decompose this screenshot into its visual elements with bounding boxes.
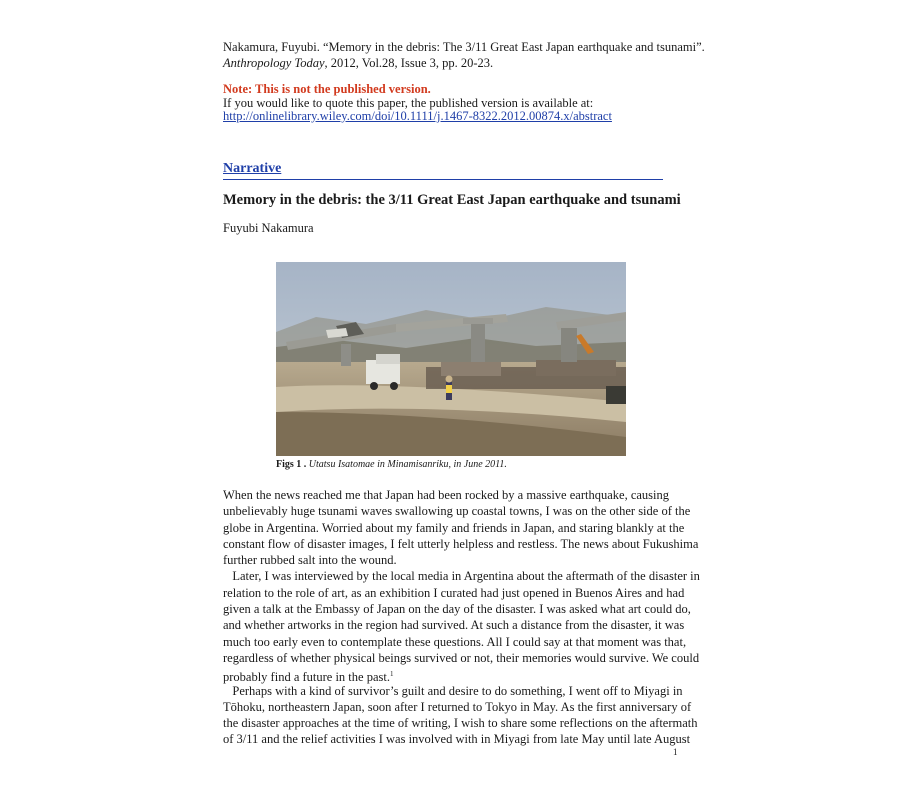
body-line: regardless of whether physical beings survived or not, their memories would survive. We could [223, 650, 700, 665]
body-line-text: probably find a future in the past. [223, 670, 390, 685]
body-line: relation to the role of art, as an exhibition I curated had just opened in Buenos Aires and had [223, 585, 685, 600]
section-heading [223, 160, 663, 180]
body-line: Tōhoku, northeastern Japan, soon after I returned to Tokyo in May. As the first anniversary of [223, 699, 692, 714]
section-heading-label: Narrative [223, 161, 282, 176]
body-line: and whether artworks in the region had survived. At such a distance from the disaster, it was [223, 618, 685, 633]
article-author: Fuyubi Nakamura [223, 221, 314, 235]
figure-caption-text: Utatsu Isatomae in Minamisanriku, in June 2011. [306, 459, 507, 470]
body-line: further rubbed salt into the wound. [223, 553, 397, 568]
body-line: much too early even to contemplate these questions. All I could say at that moment was that, [223, 634, 687, 649]
photo-illustration [276, 262, 626, 456]
body-line: Perhaps with a kind of survivor’s guilt and desire to do something, I went off to Miyagi in [223, 683, 683, 698]
body-line-with-footnote [223, 666, 663, 685]
figure-label: Figs 1 . [276, 459, 307, 470]
figure-caption [276, 459, 507, 470]
earthquake-debris-photo [276, 262, 626, 456]
body-line: unbelievably huge tsunami waves swallowing up coastal towns, I was on the other side of the [223, 504, 691, 519]
published-version-link[interactable]: http://onlinelibrary.wiley.com/doi/10.1111/j.1467-8322.2012.00874.x/abstract [223, 109, 612, 123]
body-line: constant flow of disaster images, I felt utterly helpless and restless. The news about Fukushima [223, 536, 699, 551]
footnote-marker[interactable]: 1 [389, 670, 394, 679]
version-note-text: If you would like to quote this paper, the published version is available at: [223, 96, 594, 110]
article-title: Memory in the debris: the 3/11 Great East Japan earthquake and tsunami [223, 192, 681, 208]
page-number: 1 [673, 747, 678, 757]
body-line: When the news reached me that Japan had been rocked by a massive earthquake, causing [223, 488, 669, 502]
citation-line-2 [223, 55, 493, 72]
body-line: Later, I was interviewed by the local media in Argentina about the aftermath of the disaster in [223, 569, 700, 584]
body-line: the disaster approaches at the time of writing, I wish to share some reflections on the aftermath [223, 716, 698, 731]
body-line: of 3/11 and the relief activities I was involved with in Miyagi from late May until late August [223, 732, 691, 747]
body-line: given a talk at the Embassy of Japan on the day of the disaster. I was asked what art could do, [223, 602, 691, 617]
journal-name: Anthropology Today [223, 56, 325, 70]
citation-line-1: Nakamura, Fuyubi. “Memory in the debris: The 3/11 Great East Japan earthquake and tsunami”. [223, 40, 705, 54]
article-body [223, 487, 700, 748]
version-note-label: Note: This is not the published version. [223, 82, 431, 96]
body-line: globe in Argentina. Worried about my family and friends in Japan, and staring blankly at the [223, 520, 685, 535]
citation-details: , 2012, Vol.28, Issue 3, pp. 20-23. [324, 56, 494, 70]
